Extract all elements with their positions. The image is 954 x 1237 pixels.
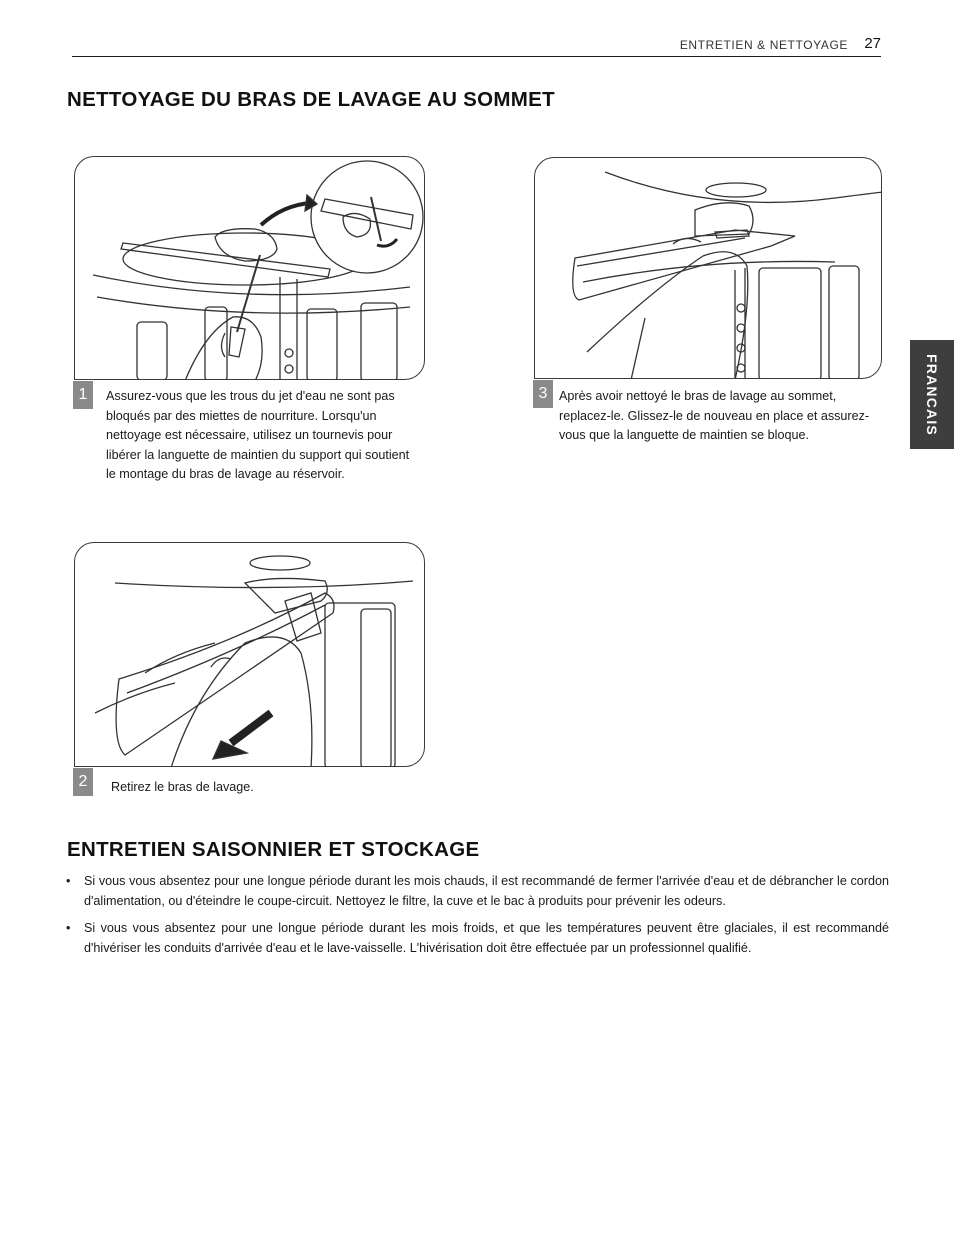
page-number: 27 — [864, 35, 881, 52]
language-side-tab — [910, 340, 954, 449]
bullet-marker: • — [66, 921, 71, 935]
illustration-step-2 — [74, 542, 425, 767]
wash-arm-screwdriver-drawing — [75, 157, 425, 380]
step-number-badge-1: 1 — [73, 381, 93, 409]
section-title-wash-arm: NETTOYAGE DU BRAS DE LAVAGE AU SOMMET — [67, 88, 555, 111]
list-item-text: Si vous vous absentez pour une longue période durant les mois froids, et que les températures peuvent être glaciales, il est recommandé d'hivériser les conduits d'arrivée d'eau et le lave-vaisselle. L'hivérisation doit être effectuée par un professionnel qualifié. — [84, 921, 889, 955]
step-2-text: Retirez le bras de lavage. — [111, 780, 254, 794]
wash-arm-removal-drawing — [75, 543, 425, 767]
list-item-text: Si vous vous absentez pour une longue période durant les mois chauds, il est recommandé de fermer l'arrivée d'eau et de débrancher le cordon d'alimentation, ou d'éteindre le coupe-circuit. Nettoyez le filtre, la cuve et le bac à produits pour prévenir les odeurs. — [84, 874, 889, 908]
seasonal-tips-list — [65, 872, 889, 966]
step-number-badge-3: 3 — [533, 380, 553, 408]
header-rule — [72, 56, 881, 57]
wash-arm-replace-drawing — [535, 158, 882, 379]
list-item — [65, 872, 889, 911]
illustration-step-3 — [534, 157, 882, 379]
step-1-text: Assurez-vous que les trous du jet d'eau ne sont pas bloqués par des miettes de nourriture. Lorsqu'un nettoyage est nécessaire, utilisez un tournevis pour libérer la languette de maintien du support qui soutient le montage du bras de lavage au réservoir. — [106, 389, 410, 481]
step-3-text: Après avoir nettoyé le bras de lavage au sommet, replacez-le. Glissez-le de nouveau en place et assurez-vous que la languette de maintien se bloque. — [559, 389, 870, 442]
bullet-marker: • — [66, 874, 71, 888]
language-tab-label: FRANCAIS — [924, 353, 940, 436]
illustration-step-1 — [74, 156, 425, 380]
section-title-seasonal-storage: ENTRETIEN SAISONNIER ET STOCKAGE — [67, 838, 480, 861]
step-number-badge-2: 2 — [73, 768, 93, 796]
running-header-section: ENTRETIEN & NETTOYAGE — [679, 38, 848, 52]
list-item — [65, 919, 889, 958]
